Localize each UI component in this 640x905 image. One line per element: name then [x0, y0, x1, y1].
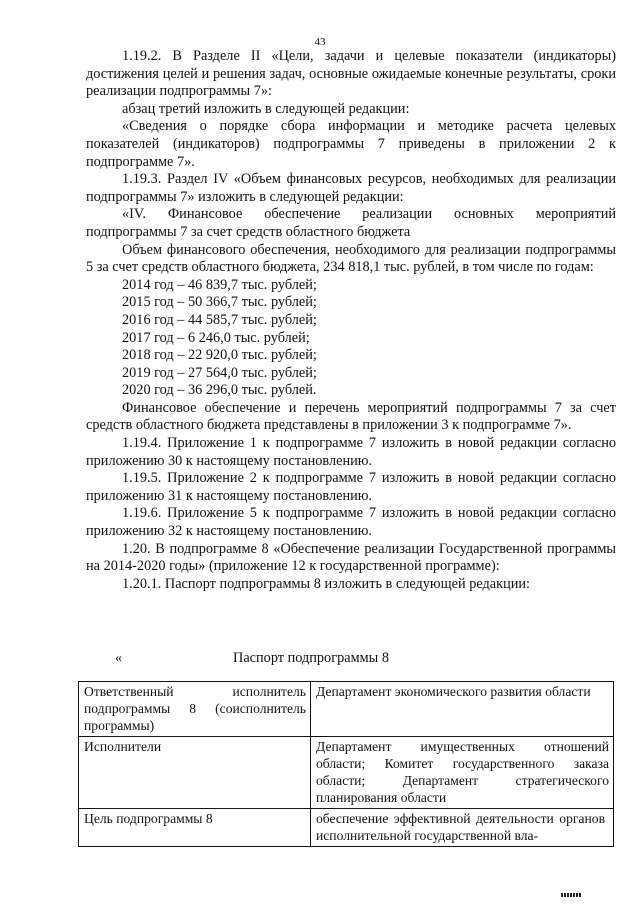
- page-number: 43: [314, 36, 326, 48]
- paragraph-1-19-6: 1.19.6. Приложение 5 к подпрограмме 7 изложить в новой редакции согласно приложению 32 к настоящему постановлению.: [86, 505, 616, 540]
- paragraph-financing-note: Финансовое обеспечение и перечень мероприятий подпрограммы 7 за счет средств областного бюджета представлены в приложении 3 к подпрограмме 7».: [86, 399, 616, 434]
- list-item: 2018 год – 22 920,0 тыс. рублей;: [122, 347, 317, 364]
- passport-title: Паспорт подпрограммы 8: [233, 650, 389, 666]
- table-cell-label: Ответственный исполнитель подпрограммы 8 (соисполнитель программы): [79, 682, 311, 737]
- paragraph-funding-volume: Объем финансового обеспечения, необходимого для реализации подпрограммы 5 за счет средств областного бюджета, 234 818,1 тыс. рублей, в том числе по годам:: [86, 241, 616, 276]
- list-item: 2016 год – 44 585,7 тыс. рублей;: [122, 311, 317, 328]
- paragraph-1-19-4: 1.19.4. Приложение 1 к подпрограмме 7 изложить в новой редакции согласно приложению 30 к настоящему постановлению.: [86, 435, 616, 469]
- list-item: 2015 год – 50 366,7 тыс. рублей;: [122, 294, 317, 311]
- paragraph-abzac: абзац третий изложить в следующей редакции:: [122, 100, 410, 117]
- scan-barcode-mark: [561, 893, 581, 897]
- table-cell-value: [311, 809, 614, 847]
- table-cell-value-text: обеспечение эффективной деятельности органов исполнительной государственной вла-: [316, 811, 605, 843]
- paragraph-section-iv: «IV. Финансовое обеспечение реализации основных мероприятий подпрограммы 7 за счет средств областного бюджета: [86, 206, 616, 240]
- table-row: [79, 737, 614, 809]
- paragraph-1-19-5: 1.19.5. Приложение 2 к подпрограмме 7 изложить в новой редакции согласно приложению 31 к настоящему постановлению.: [86, 470, 616, 504]
- paragraph-1-20: 1.20. В подпрограмме 8 «Обеспечение реализации Государственной программы на 2014-2020 годы» (приложение 12 к государственной программе):: [86, 540, 616, 575]
- funding-by-year-list: [86, 277, 616, 400]
- paragraph-1-19-3: 1.19.3. Раздел IV «Объем финансовых ресурсов, необходимых для реализации подпрограммы 7» изложить в следующей редакции:: [86, 171, 616, 205]
- table-row: [79, 809, 614, 847]
- paragraph-1-20-1: 1.20.1. Паспорт подпрограммы 8 изложить в следующей редакции:: [122, 575, 530, 592]
- paragraph-svedeniya: «Сведения о порядке сбора информации и методике расчета целевых показателей (индикаторов) подпрограммы 7 приведены в приложении 2 к подпрограмме 7».: [86, 118, 616, 170]
- list-item: 2014 год – 46 839,7 тыс. рублей;: [122, 276, 317, 293]
- table-cell-value: Департамент имущественных отношений области; Комитет государственного заказа области; Департамент стратегического планирования области: [311, 737, 614, 809]
- list-item: 2019 год – 27 564,0 тыс. рублей;: [122, 364, 317, 381]
- table-cell-label: Исполнители: [79, 737, 311, 809]
- table-row: [79, 682, 614, 737]
- list-item: 2020 год – 36 296,0 тыс. рублей.: [122, 382, 317, 399]
- opening-quote: «: [115, 650, 123, 666]
- passport-table: [78, 681, 614, 847]
- list-item: 2017 год – 6 246,0 тыс. рублей;: [122, 329, 310, 346]
- table-cell-label: Цель подпрограммы 8: [79, 809, 311, 847]
- paragraph-1-19-2: 1.19.2. В Разделе II «Цели, задачи и целевые показатели (индикаторы) достижения целей и решения задач, основные ожидаемые конечные результаты, сроки реализации подпрограммы 7»:: [86, 48, 616, 100]
- document-body: [86, 48, 616, 593]
- table-cell-value: Департамент экономического развития области: [311, 682, 614, 737]
